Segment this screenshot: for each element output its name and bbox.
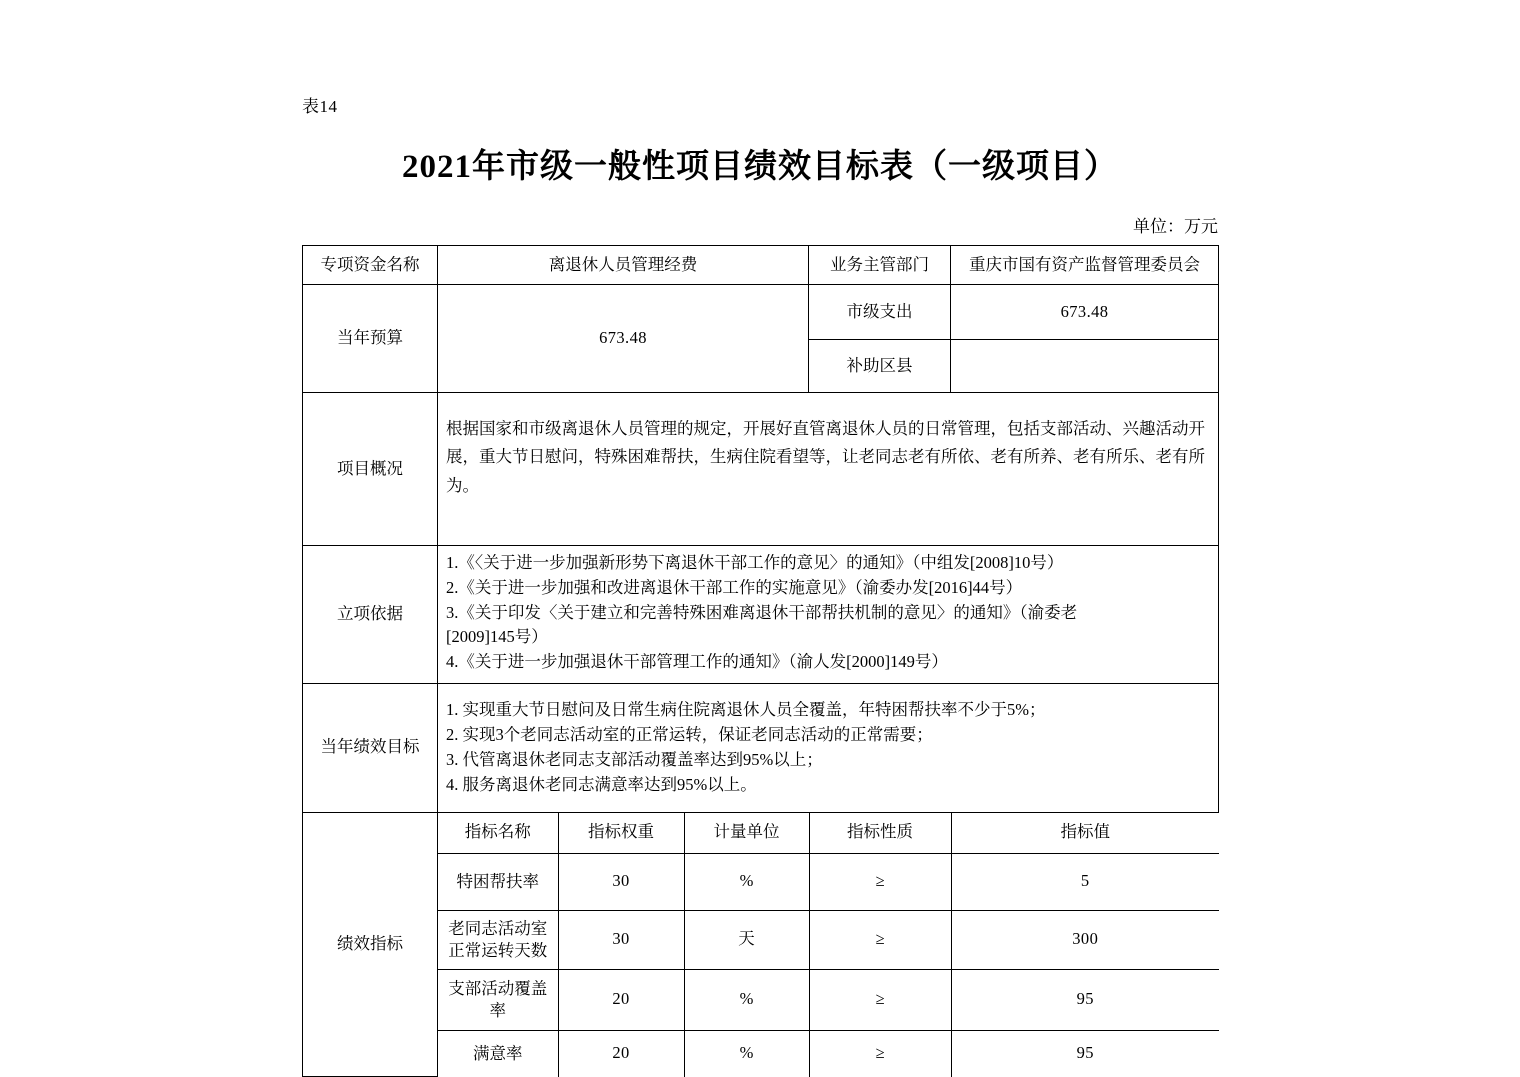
indicator-value: 5 xyxy=(951,853,1219,910)
indicator-nature: ≥ xyxy=(809,969,951,1030)
indicator-weight: 30 xyxy=(558,853,684,910)
indicator-name xyxy=(438,969,558,1030)
unit-note: 单位：万元 xyxy=(1133,217,1218,236)
indicator-name-line2: 正常运转天数 xyxy=(448,940,548,960)
basis-clip-region xyxy=(446,551,1212,675)
table-row-city-expense xyxy=(303,285,1219,340)
fund-name-value: 离退休人员管理经费 xyxy=(438,246,809,285)
dept-value: 重庆市国有资产监督管理委员会 xyxy=(951,246,1219,285)
indicator-unit: % xyxy=(684,853,809,910)
basis-line-1: 1.《〈关于进一步加强新形势下离退休干部工作的意见〉的通知》（中组发[2008]10号） xyxy=(446,553,1064,572)
indicator-row xyxy=(438,969,1219,1030)
indicator-value: 300 xyxy=(951,910,1219,969)
subsidy-value xyxy=(951,340,1219,393)
indicator-weight: 30 xyxy=(558,910,684,969)
basis-line-5: 4.《关于进一步加强退休干部管理工作的通知》（渝人发[2000]149号） xyxy=(446,652,948,671)
indicator-row xyxy=(438,1030,1219,1077)
indicators-container xyxy=(438,812,1219,1077)
goals-line-3: 3. 代管离退休老同志支部活动覆盖率达到95%以上； xyxy=(446,749,823,769)
overview-text xyxy=(438,393,1219,546)
indicator-header-name: 指标名称 xyxy=(438,813,558,854)
table-number: 表14 xyxy=(302,97,338,116)
indicator-header-value: 指标值 xyxy=(951,813,1219,854)
indicator-weight: 20 xyxy=(558,969,684,1030)
indicator-value: 95 xyxy=(951,1030,1219,1077)
goals-line-1: 1. 实现重大节日慰问及日常生病住院离退休人员全覆盖，年特困帮扶率不少于5%； xyxy=(446,700,1046,720)
subsidy-label: 补助区县 xyxy=(809,340,951,393)
indicator-nature: ≥ xyxy=(809,853,951,910)
performance-target-table xyxy=(302,245,1219,1077)
basis-text xyxy=(438,546,1219,684)
goals-line-2: 2. 实现3个老同志活动室的正常运转，保证老同志活动的正常需要； xyxy=(446,725,933,744)
city-expense-label: 市级支出 xyxy=(809,285,951,340)
indicators-table xyxy=(438,813,1219,1077)
basis-line-2: 2.《关于进一步加强和改进离退休干部工作的实施意见》（渝委办发[2016]44号） xyxy=(446,577,1023,597)
indicators-label: 绩效指标 xyxy=(303,812,438,1077)
indicator-row xyxy=(438,910,1219,969)
indicator-header-weight: 指标权重 xyxy=(558,813,684,854)
indicator-name-line1: 满意率 xyxy=(473,1044,523,1064)
goals-label: 当年绩效目标 xyxy=(303,683,438,812)
table-row-goals xyxy=(303,683,1219,812)
page-title: 2021年市级一般性项目绩效目标表（一级项目） xyxy=(402,149,1118,185)
indicator-weight: 20 xyxy=(558,1030,684,1077)
indicator-unit: % xyxy=(684,969,809,1030)
indicator-header-nature: 指标性质 xyxy=(809,813,951,854)
indicator-unit: % xyxy=(684,1030,809,1077)
indicator-header-unit: 计量单位 xyxy=(684,813,809,854)
indicator-value: 95 xyxy=(951,969,1219,1030)
indicator-name-line1: 老同志活动室 xyxy=(448,919,548,939)
indicator-name xyxy=(438,853,558,910)
budget-label: 当年预算 xyxy=(303,285,438,393)
indicator-name xyxy=(438,1030,558,1077)
dept-label: 业务主管部门 xyxy=(809,246,951,285)
indicator-name-line1: 支部活动覆盖 xyxy=(448,979,548,999)
table-row-basis xyxy=(303,546,1219,684)
indicator-name-line2: 率 xyxy=(489,1000,506,1020)
basis-line-4: [2009]145号） xyxy=(446,627,548,647)
fund-name-label: 专项资金名称 xyxy=(303,246,438,285)
budget-value: 673.48 xyxy=(438,285,809,393)
overview-paragraph: 根据国家和市级离退休人员管理的规定，开展好直管离退休人员的日常管理，包括支部活动、兴趣活动开展，重大节日慰问，特殊困难帮扶，生病住院看望等，让老同志老有所依、老有所养、老有所乐、老有所为。 xyxy=(446,419,1205,495)
goals-text xyxy=(438,683,1219,812)
indicator-row xyxy=(438,853,1219,910)
indicator-nature: ≥ xyxy=(809,1030,951,1077)
city-expense-value: 673.48 xyxy=(951,285,1219,340)
table-row-overview xyxy=(303,393,1219,546)
table-row-indicators xyxy=(303,812,1219,1077)
overview-label: 项目概况 xyxy=(303,393,438,546)
basis-label: 立项依据 xyxy=(303,546,438,684)
goals-line-4: 4. 服务离退休老同志满意率达到95%以上。 xyxy=(446,774,757,794)
indicator-nature: ≥ xyxy=(809,910,951,969)
indicator-name-line1: 特困帮扶率 xyxy=(456,872,539,892)
indicator-unit: 天 xyxy=(684,910,809,969)
indicator-name xyxy=(438,910,558,969)
basis-line-3: 3.《关于印发〈关于建立和完善特殊困难离退休干部帮扶机制的意见〉的通知》（渝委老 xyxy=(446,602,1078,622)
indicators-header-row xyxy=(438,813,1219,854)
table-row-fund-name xyxy=(303,246,1219,285)
